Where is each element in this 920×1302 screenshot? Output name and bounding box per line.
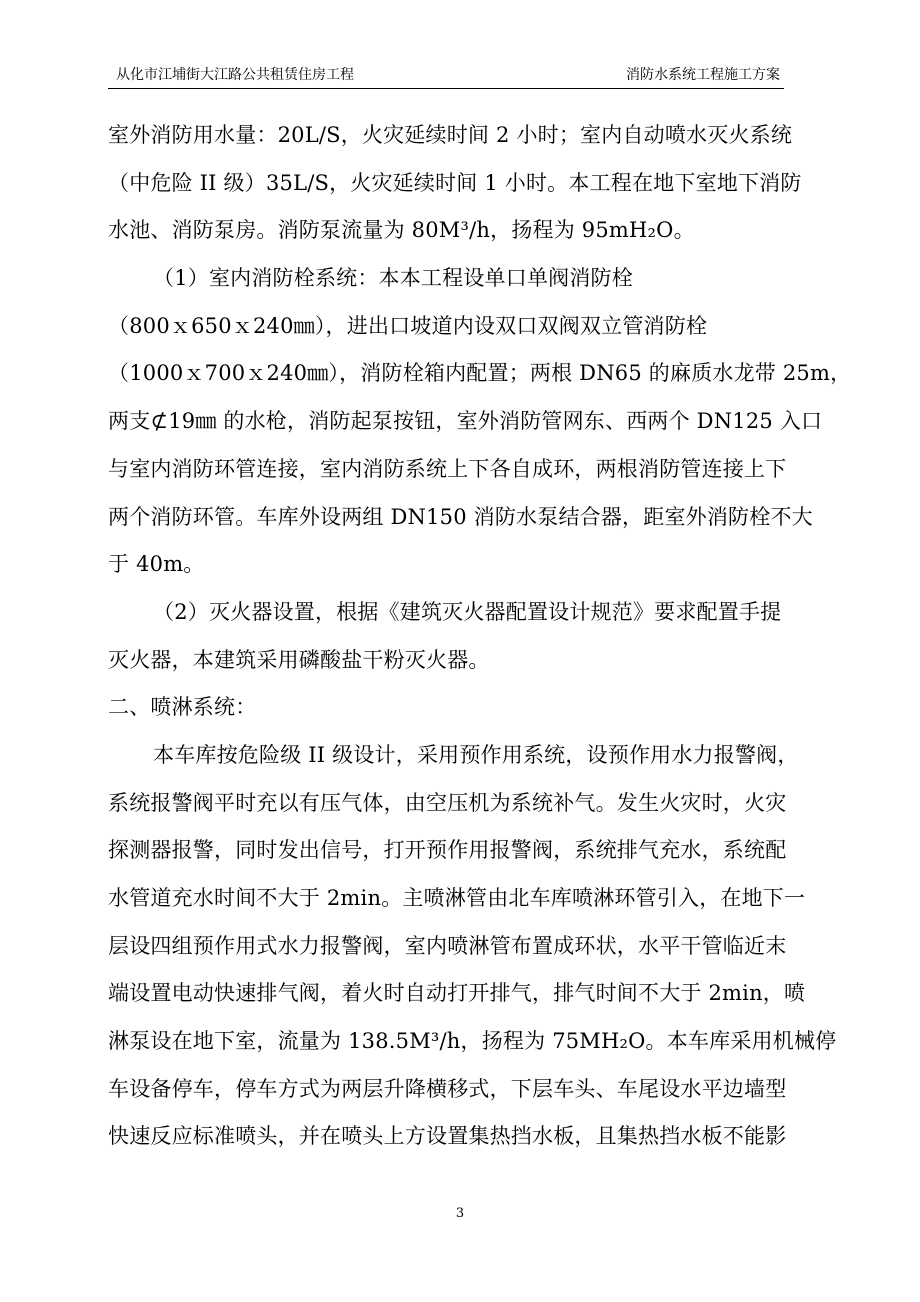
body-line: 快速反应标准喷头，并在喷头上方设置集热挡水板，且集热挡水板不能影 [108, 1124, 787, 1149]
header-document-title: 消防水系统工程施工方案 [626, 67, 780, 83]
body-line: 淋泵设在地下室，流量为 138.5M³/h，扬程为 75MH₂O。本车库采用机械停 [108, 1029, 837, 1054]
body-line: （1000ｘ700ｘ240㎜），消防栓箱内配置；两根 DN65 的麻质水龙带 25m， [108, 361, 852, 386]
body-line: （中危险 II 级）35L/S，火灾延续时间 1 小时。本工程在地下室地下消防 [108, 170, 802, 195]
body-line: （2）灭火器设置，根据《建筑灭火器配置设计规范》要求配置手提 [153, 599, 782, 624]
body-line: 系统报警阀平时充以有压气体，由空压机为系统补气。发生火灾时，火灾 [108, 790, 787, 815]
body-line: 两个消防环管。车库外设两组 DN150 消防水泵结合器，距室外消防栓不大 [108, 504, 813, 529]
body-line: 本车库按危险级 II 级设计，采用预作用系统，设预作用水力报警阀， [153, 742, 799, 767]
header-project-name: 从化市江埔街大江路公共租赁住房工程 [116, 67, 354, 83]
body-line: 车设备停车，停车方式为两层升降横移式，下层车头、车尾设水平边墙型 [108, 1076, 787, 1101]
body-line: 两支⊄19㎜ 的水枪，消防起泵按钮，室外消防管网东、西两个 DN125 入口 [108, 409, 823, 434]
body-line: 与室内消防环管连接，室内消防系统上下各自成环，两根消防管连接上下 [108, 456, 787, 481]
body-line: 室外消防用水量：20L/S，火灾延续时间 2 小时；室内自动喷水灭火系统 [108, 123, 793, 147]
body-line: 水池、消防泵房。消防泵流量为 80M³/h，扬程为 95mH₂O。 [108, 218, 695, 243]
body-line: （800ｘ650ｘ240㎜），进出口坡道内设双口双阀双立管消防栓 [108, 313, 708, 338]
body-line: 于 40m。 [108, 552, 205, 577]
page-header [108, 62, 784, 89]
body-line: 灭火器，本建筑采用磷酸盐干粉灭火器。 [108, 647, 490, 672]
body-line: 水管道充水时间不大于 2min。主喷淋管由北车库喷淋环管引入，在地下一 [108, 886, 806, 910]
body-line: 端设置电动快速排气阀，着火时自动打开排气，排气时间不大于 2min，喷 [108, 981, 806, 1006]
document-body [108, 112, 852, 1161]
page-number: 3 [455, 1206, 465, 1221]
body-line: （1）室内消防栓系统：本本工程设单口单阀消防栓 [153, 266, 633, 291]
section-heading: 二、喷淋系统： [108, 695, 257, 720]
body-line: 探测器报警，同时发出信号，打开预作用报警阀，系统排气充水，系统配 [108, 838, 787, 863]
body-line: 层设四组预作用式水力报警阀，室内喷淋管布置成环状，水平干管临近末 [108, 933, 787, 958]
